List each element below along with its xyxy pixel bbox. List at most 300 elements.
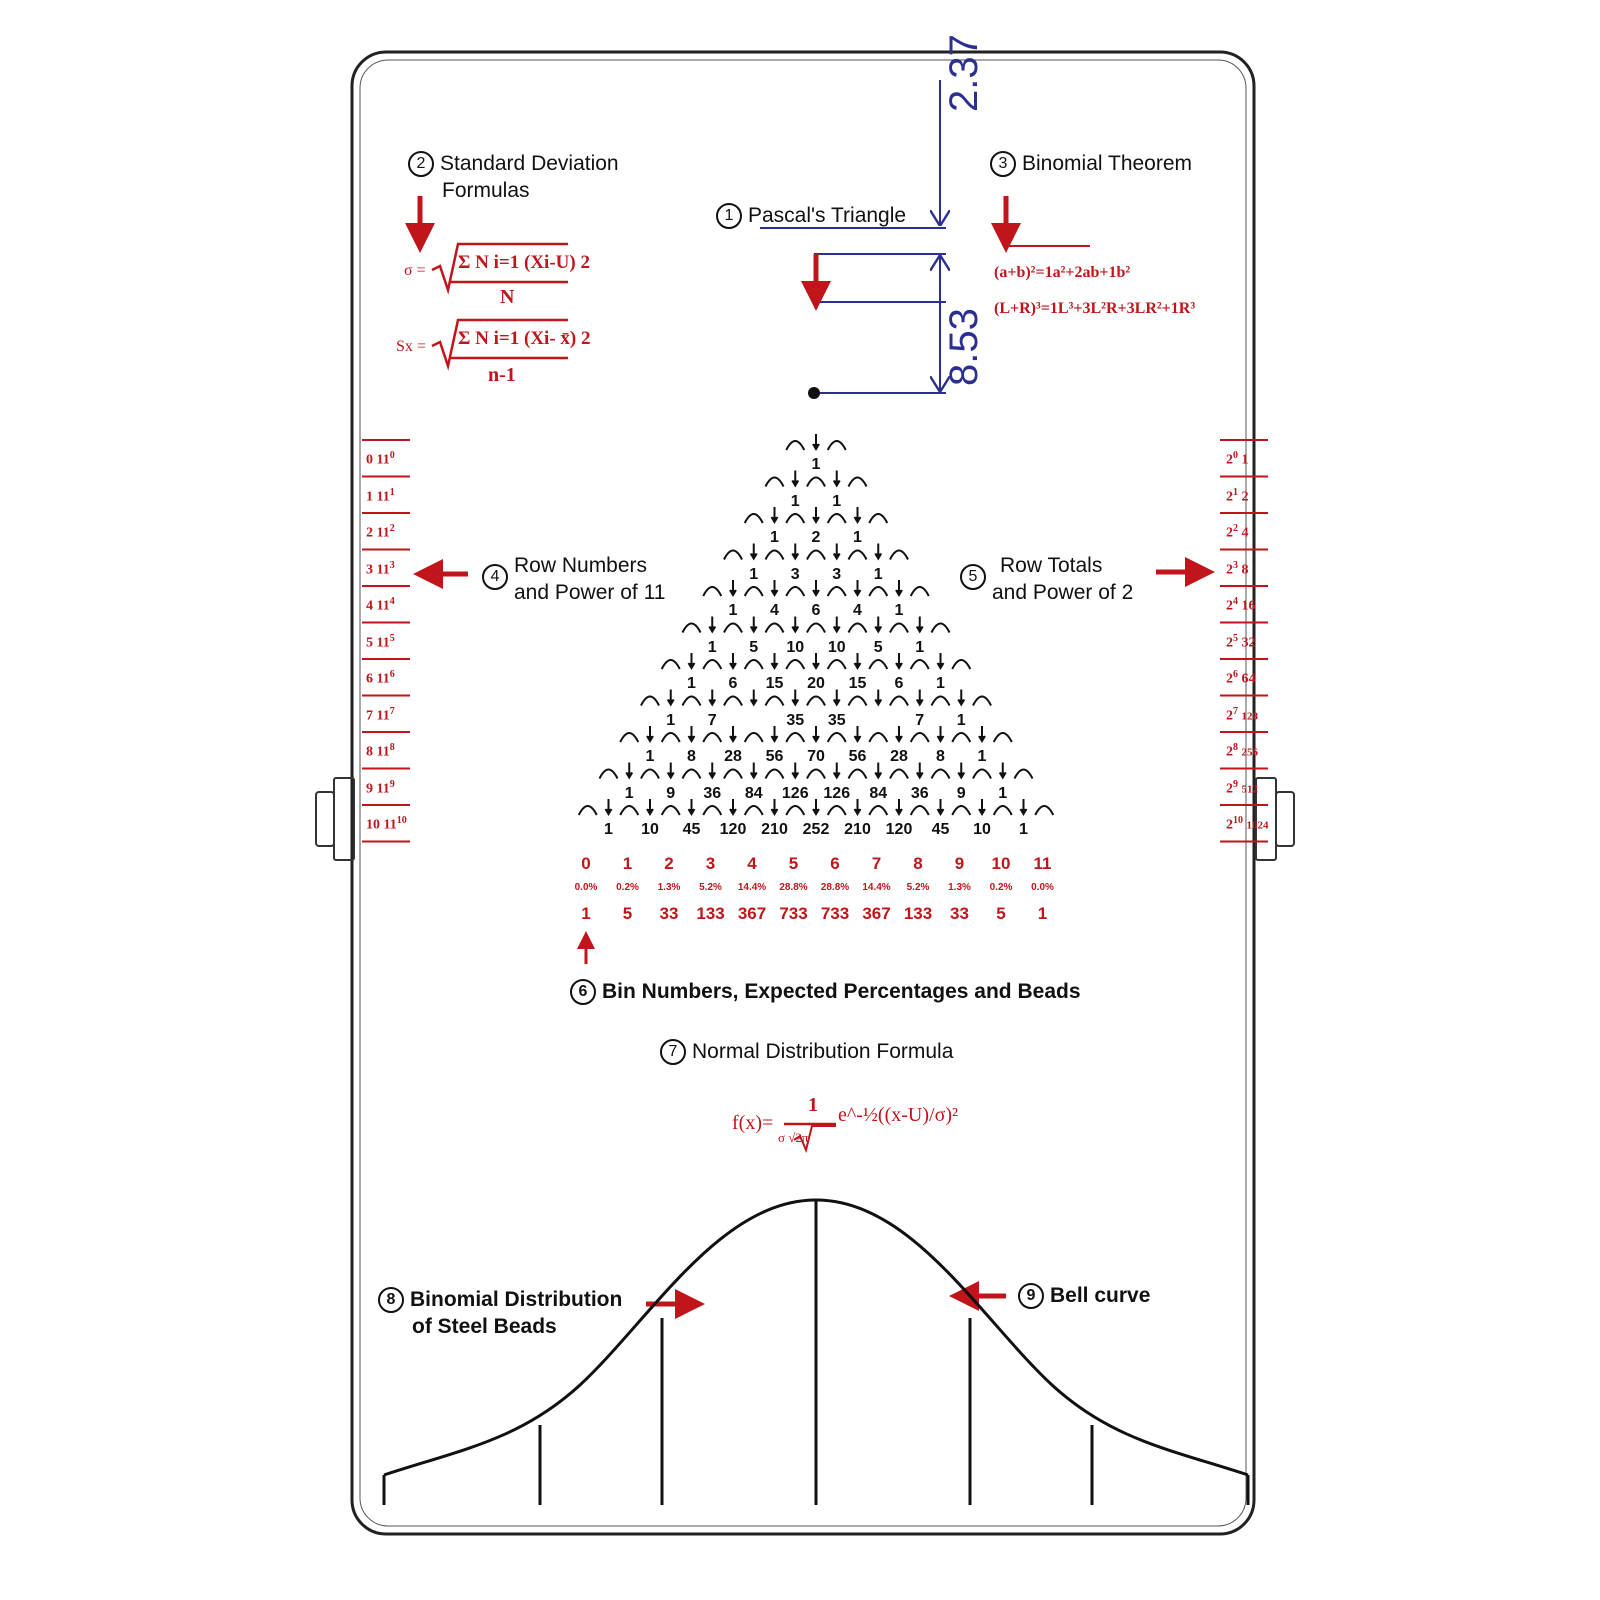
pascal-number: 1 xyxy=(936,675,945,692)
drop-arrowhead-icon xyxy=(751,773,757,778)
row-total: 1024 xyxy=(1246,819,1269,832)
peg-icon xyxy=(973,697,991,706)
callout-number: 2 xyxy=(408,151,434,177)
pascal-number: 3 xyxy=(790,565,800,583)
bin-number: 3 xyxy=(705,854,716,873)
pascal-number: 1 xyxy=(977,748,987,765)
pascal-triangle-label xyxy=(716,202,906,229)
drop-arrowhead-icon xyxy=(709,700,715,705)
bin-number: 2 xyxy=(664,854,674,873)
peg-icon xyxy=(911,806,929,815)
drop-arrowhead-icon xyxy=(855,590,861,595)
pascal-number: 252 xyxy=(802,821,830,838)
drop-arrowhead-icon xyxy=(834,481,840,486)
drop-arrowhead-icon xyxy=(668,700,674,705)
row-number: 10 xyxy=(366,817,380,833)
drop-arrowhead-icon xyxy=(792,554,798,559)
label-text-line2: and Power of 11 xyxy=(514,581,666,604)
pascal-number: 1 xyxy=(624,784,634,802)
power-base: 11 xyxy=(376,562,390,578)
power-base: 11 xyxy=(376,489,390,505)
bin-percentage: 28.8% xyxy=(779,882,808,893)
drop-arrowhead-icon xyxy=(792,627,798,632)
normal-distribution-label xyxy=(660,1038,953,1065)
power-base: 2 xyxy=(1226,671,1233,687)
peg-icon xyxy=(869,514,887,523)
pascal-number: 126 xyxy=(781,784,809,802)
pascal-number: 56 xyxy=(765,748,784,765)
pascal-number: 1 xyxy=(853,529,862,546)
peg-icon xyxy=(724,551,742,560)
peg-icon xyxy=(786,514,804,523)
label-text-line2: of Steel Beads xyxy=(412,1315,557,1339)
pascal-number: 8 xyxy=(936,748,945,765)
peg-icon xyxy=(703,733,721,742)
sx-formula-numerator: Σ N i=1 (Xi- x̄) 2 xyxy=(458,328,591,349)
drop-arrowhead-icon xyxy=(875,554,881,559)
bead-count: 733 xyxy=(779,904,808,923)
drop-arrowhead-icon xyxy=(875,773,881,778)
peg-icon xyxy=(952,806,970,815)
drop-arrowhead-icon xyxy=(834,773,840,778)
pascal-number: 15 xyxy=(848,675,867,692)
callout-number: 9 xyxy=(1018,1283,1044,1309)
pascal-number: 1 xyxy=(645,748,655,765)
label-text-line2: Formulas xyxy=(442,179,530,203)
bins-label xyxy=(570,978,1081,1005)
row-total: 1 xyxy=(1241,452,1249,468)
pascal-number: 10 xyxy=(641,821,659,838)
power-base: 2 xyxy=(1226,744,1233,760)
normal-formula-lhs: f(x)= xyxy=(732,1112,774,1134)
peg-icon xyxy=(766,697,784,706)
left-scale-row xyxy=(366,669,395,688)
drop-arrowhead-icon xyxy=(751,627,757,632)
drop-arrowhead-icon xyxy=(938,736,944,741)
drop-arrowhead-icon xyxy=(917,773,923,778)
left-scale-row xyxy=(366,487,395,506)
drop-arrowhead-icon xyxy=(813,736,819,741)
peg-icon xyxy=(911,587,929,596)
std-dev-label xyxy=(408,150,619,204)
pascal-number: 2 xyxy=(811,529,821,546)
normal-formula-one: 1 xyxy=(808,1094,818,1116)
bin-percentage: 0.2% xyxy=(616,882,639,893)
power-exponent: 4 xyxy=(389,596,395,607)
drop-arrowhead-icon xyxy=(855,736,861,741)
peg-icon xyxy=(620,806,638,815)
power-base: 2 xyxy=(1226,781,1233,797)
power-exponent: 6 xyxy=(1233,669,1238,680)
peg-icon xyxy=(869,733,887,742)
label-text: Binomial Distribution xyxy=(410,1288,623,1311)
drop-arrowhead-icon xyxy=(772,590,778,595)
drop-arrowhead-icon xyxy=(896,736,902,741)
label-text: Pascal's Triangle xyxy=(748,204,907,227)
peg-icon xyxy=(828,441,846,450)
drop-arrowhead-icon xyxy=(751,554,757,559)
pascal-number: 1 xyxy=(707,638,717,656)
pascal-number: 5 xyxy=(749,638,759,656)
power-exponent: 3 xyxy=(1233,559,1238,571)
callout-number: 6 xyxy=(570,979,596,1005)
pascal-number: 56 xyxy=(848,748,867,765)
pascal-number: 9 xyxy=(666,784,676,802)
peg-icon xyxy=(849,770,867,779)
row-number: 1 xyxy=(366,489,373,505)
drop-arrowhead-icon xyxy=(709,627,715,632)
row-number: 4 xyxy=(366,598,373,614)
drop-arrowhead-icon xyxy=(730,590,736,595)
drop-arrowhead-icon xyxy=(772,663,778,668)
drop-arrowhead-icon xyxy=(834,700,840,705)
sx-formula-lhs: Sx = xyxy=(396,338,426,355)
label-text-line2: and Power of 2 xyxy=(992,581,1134,604)
bin-percentage: 5.2% xyxy=(906,882,930,893)
power-exponent: 8 xyxy=(1233,742,1238,753)
right-scale-row xyxy=(1226,596,1256,615)
drop-arrowhead-icon xyxy=(855,517,861,522)
bead-count: 5 xyxy=(996,904,1006,923)
row-total: 64 xyxy=(1241,671,1256,687)
pascal-number: 8 xyxy=(687,748,696,765)
peg-icon xyxy=(766,624,784,633)
drop-arrowhead-icon xyxy=(813,590,819,595)
left-scale-row xyxy=(366,706,395,725)
drop-arrowhead-icon xyxy=(813,809,819,814)
row-number: 9 xyxy=(366,781,373,797)
bin-percentage: 0.0% xyxy=(574,882,598,893)
pascal-number: 6 xyxy=(728,675,738,692)
power-base: 2 xyxy=(1226,489,1233,505)
drop-arrowhead-icon xyxy=(1021,809,1027,814)
peg-icon xyxy=(807,624,825,633)
dimension-top: 2.37 xyxy=(942,34,986,112)
label-text: Bin Numbers, Expected Percentages and Beads xyxy=(602,980,1081,1003)
bead-count: 733 xyxy=(820,904,850,923)
bead-count: 33 xyxy=(659,904,679,923)
pascal-number: 5 xyxy=(873,638,883,656)
pascal-number: 120 xyxy=(719,821,747,838)
sigma-formula-numerator: Σ N i=1 (Xi-U) 2 xyxy=(458,252,590,273)
drop-arrowhead-icon xyxy=(647,736,653,741)
power-base: 11 xyxy=(376,635,390,651)
pascal-number: 6 xyxy=(811,602,821,619)
power-exponent: 0 xyxy=(1233,450,1238,461)
pascal-number: 6 xyxy=(894,675,904,692)
bead-count: 367 xyxy=(737,904,767,923)
callout-number: 8 xyxy=(378,1287,404,1313)
pascal-number: 45 xyxy=(682,821,701,838)
drop-arrowhead-icon xyxy=(792,773,798,778)
right-scale-row xyxy=(1226,779,1258,798)
pascal-number: 1 xyxy=(832,492,842,510)
pascal-number: 1 xyxy=(894,602,904,619)
pascal-number: 35 xyxy=(827,711,846,729)
pascal-number: 4 xyxy=(853,602,862,619)
left-scale-row xyxy=(366,779,395,798)
dimension-middle: 8.53 xyxy=(942,308,986,386)
drop-arrowhead-icon xyxy=(772,809,778,814)
pascal-number: 1 xyxy=(956,711,966,729)
pascal-number: 28 xyxy=(890,748,908,765)
pascal-number: 120 xyxy=(885,821,913,838)
row-total: 256 xyxy=(1241,746,1258,759)
drop-arrowhead-icon xyxy=(689,663,695,668)
peg-icon xyxy=(828,733,846,742)
power-exponent: 10 xyxy=(396,815,407,826)
peg-icon xyxy=(952,660,970,669)
label-text: Row Numbers xyxy=(514,554,648,577)
bin-number: 4 xyxy=(747,854,757,873)
row-number: 5 xyxy=(366,635,373,651)
peg-icon xyxy=(911,660,929,669)
normal-formula-exponent: e^-½((x-U)/σ)² xyxy=(838,1104,958,1126)
drop-arrowhead-icon xyxy=(813,444,819,449)
peg-icon xyxy=(724,770,742,779)
bin-percentage: 14.4% xyxy=(862,882,891,893)
power-base: 2 xyxy=(1226,708,1233,724)
peg-icon xyxy=(641,697,659,706)
pascal-number: 28 xyxy=(724,748,742,765)
callout-number: 3 xyxy=(990,151,1016,177)
drop-arrowhead-icon xyxy=(647,809,653,814)
drop-arrowhead-icon xyxy=(855,809,861,814)
peg-icon xyxy=(890,624,908,633)
row-numbers-label xyxy=(482,552,665,606)
right-scale-row xyxy=(1226,669,1256,688)
power-base: 2 xyxy=(1226,817,1233,833)
left-scale-row xyxy=(366,560,395,579)
drop-arrowhead-icon xyxy=(917,627,923,632)
drop-arrowhead-icon xyxy=(772,517,778,522)
drop-arrowhead-icon xyxy=(709,773,715,778)
power-base: 11 xyxy=(376,708,390,724)
peg-icon xyxy=(932,624,950,633)
power-exponent: 0 xyxy=(389,450,395,461)
drop-arrowhead-icon xyxy=(834,554,840,559)
row-total: 16 xyxy=(1241,598,1256,614)
peg-icon xyxy=(703,660,721,669)
pascal-number: 15 xyxy=(765,675,784,692)
peg-icon xyxy=(745,806,763,815)
power-exponent: 7 xyxy=(1233,705,1238,717)
power-exponent: 2 xyxy=(389,523,395,534)
power-base: 2 xyxy=(1226,598,1233,614)
pascal-number: 20 xyxy=(807,675,825,692)
peg-icon xyxy=(662,806,680,815)
peg-icon xyxy=(932,697,950,706)
pascal-number: 1 xyxy=(749,565,759,583)
pascal-number: 84 xyxy=(744,784,763,802)
power-base: 11 xyxy=(376,452,390,468)
power-base: 11 xyxy=(376,744,390,760)
peg-icon xyxy=(869,587,887,596)
right-scale-row xyxy=(1226,706,1258,725)
peg-icon xyxy=(766,551,784,560)
peg-icon xyxy=(1035,806,1053,815)
drop-arrowhead-icon xyxy=(1000,773,1006,778)
row-number: 8 xyxy=(366,744,373,760)
drop-arrowhead-icon xyxy=(772,736,778,741)
power-base: 2 xyxy=(1226,525,1233,541)
drop-arrowhead-icon xyxy=(689,736,695,741)
pascal-number: 7 xyxy=(707,711,717,729)
power-exponent: 6 xyxy=(389,669,395,680)
bin-number: 10 xyxy=(991,854,1011,873)
label-text: Standard Deviation xyxy=(440,152,619,175)
peg-icon xyxy=(766,478,784,487)
row-number: 2 xyxy=(366,525,373,541)
peg-icon xyxy=(786,806,804,815)
peg-icon xyxy=(745,733,763,742)
pascal-number: 210 xyxy=(761,821,788,838)
callout-number: 7 xyxy=(660,1039,686,1065)
pascal-number: 45 xyxy=(931,821,950,838)
pascal-number: 1 xyxy=(687,675,696,692)
bin-number: 11 xyxy=(1033,854,1052,873)
pascal-number: 36 xyxy=(910,784,929,802)
bin-percentage: 28.8% xyxy=(820,882,850,893)
peg-icon xyxy=(994,733,1012,742)
power-base: 11 xyxy=(376,598,390,614)
row-totals-label xyxy=(960,552,1133,606)
peg-icon xyxy=(620,733,638,742)
binomial-formula-2: (L+R)³=1L³+3L²R+3LR²+1R³ xyxy=(994,300,1196,317)
drop-arrowhead-icon xyxy=(875,700,881,705)
right-scale-row xyxy=(1226,815,1269,834)
bin-percentage: 14.4% xyxy=(737,882,767,893)
peg-icon xyxy=(786,441,804,450)
label-text: Binomial Theorem xyxy=(1022,152,1193,175)
drop-arrowhead-icon xyxy=(689,809,695,814)
peg-icon xyxy=(745,587,763,596)
peg-icon xyxy=(973,770,991,779)
right-scale-row xyxy=(1226,450,1249,469)
drop-arrowhead-icon xyxy=(979,809,985,814)
label-text: Bell curve xyxy=(1050,1284,1151,1307)
power-exponent: 1 xyxy=(389,486,395,498)
peg-icon xyxy=(828,587,846,596)
bin-percentage: 1.3% xyxy=(657,882,681,893)
peg-icon xyxy=(1015,770,1033,779)
power-base: 11 xyxy=(376,525,390,541)
peg-icon xyxy=(579,806,597,815)
peg-icon xyxy=(890,697,908,706)
callout-number: 1 xyxy=(716,203,742,229)
peg-icon xyxy=(828,660,846,669)
peg-icon xyxy=(890,770,908,779)
drop-arrowhead-icon xyxy=(792,700,798,705)
right-scale-row xyxy=(1226,560,1249,579)
normal-formula-denominator: σ √2π xyxy=(778,1130,809,1145)
power-exponent: 9 xyxy=(1233,778,1238,790)
pascal-number: 1 xyxy=(811,456,821,473)
sx-formula-denominator: n-1 xyxy=(488,364,516,386)
callout-number: 4 xyxy=(482,564,508,590)
bead-count: 5 xyxy=(622,904,633,923)
binomial-formula-1: (a+b)²=1a²+2ab+1b² xyxy=(994,264,1131,281)
right-scale-row xyxy=(1226,487,1249,506)
bead-count: 133 xyxy=(696,904,725,923)
power-exponent: 3 xyxy=(389,559,395,571)
drop-arrowhead-icon xyxy=(896,663,902,668)
row-number: 7 xyxy=(366,708,373,724)
peg-icon xyxy=(662,660,680,669)
power-exponent: 4 xyxy=(1233,596,1238,607)
drop-arrowhead-icon xyxy=(875,627,881,632)
peg-icon xyxy=(828,514,846,523)
row-number: 0 xyxy=(366,452,373,468)
pascal-number: 1 xyxy=(915,638,925,656)
peg-icon xyxy=(828,806,846,815)
peg-icon xyxy=(849,551,867,560)
peg-icon xyxy=(869,806,887,815)
top-hole-icon xyxy=(808,387,820,399)
peg-icon xyxy=(745,660,763,669)
peg-icon xyxy=(807,551,825,560)
drop-arrowhead-icon xyxy=(730,663,736,668)
right-scale-row xyxy=(1226,633,1256,652)
peg-icon xyxy=(932,770,950,779)
drop-arrowhead-icon xyxy=(917,700,923,705)
left-knob-icon xyxy=(316,778,354,860)
bin-percentage: 5.2% xyxy=(699,882,722,893)
pascal-number: 1 xyxy=(728,602,738,619)
row-total: 32 xyxy=(1241,635,1256,651)
drop-arrowhead-icon xyxy=(813,663,819,668)
bead-count: 367 xyxy=(862,904,891,923)
peg-icon xyxy=(849,478,867,487)
power-exponent: 10 xyxy=(1233,815,1243,826)
bin-number: 7 xyxy=(871,854,882,873)
bell-curve-label xyxy=(1018,1282,1150,1309)
power-base: 11 xyxy=(376,781,390,797)
bin-number: 0 xyxy=(581,854,591,873)
peg-icon xyxy=(911,733,929,742)
peg-icon xyxy=(683,624,701,633)
drop-arrowhead-icon xyxy=(958,773,964,778)
left-scale-row xyxy=(366,815,407,834)
sigma-formula-lhs: σ = xyxy=(404,262,426,279)
pascal-number: 210 xyxy=(844,821,871,838)
power-base: 11 xyxy=(383,817,397,833)
peg-icon xyxy=(807,478,825,487)
dimension-lines xyxy=(760,80,946,393)
peg-icon xyxy=(849,697,867,706)
row-total: 8 xyxy=(1241,562,1249,578)
power-base: 11 xyxy=(376,671,390,687)
bin-number: 9 xyxy=(954,854,965,873)
pascal-number: 10 xyxy=(827,638,846,656)
peg-icon xyxy=(683,697,701,706)
binomial-theorem-label xyxy=(990,150,1192,177)
drop-arrowhead-icon xyxy=(792,481,798,486)
peg-icon xyxy=(683,770,701,779)
pascal-number: 1 xyxy=(666,711,676,729)
bead-count: 1 xyxy=(1037,904,1048,923)
peg-icon xyxy=(724,697,742,706)
power-exponent: 5 xyxy=(1233,632,1238,644)
drop-arrowhead-icon xyxy=(668,773,674,778)
power-exponent: 7 xyxy=(389,705,395,717)
drop-arrowhead-icon xyxy=(938,663,944,668)
bin-percentage: 0.0% xyxy=(1031,882,1054,893)
pascal-number: 84 xyxy=(869,784,888,802)
binomial-distribution-label xyxy=(378,1286,622,1340)
left-scale-row xyxy=(366,450,395,469)
bead-count: 133 xyxy=(903,904,933,923)
